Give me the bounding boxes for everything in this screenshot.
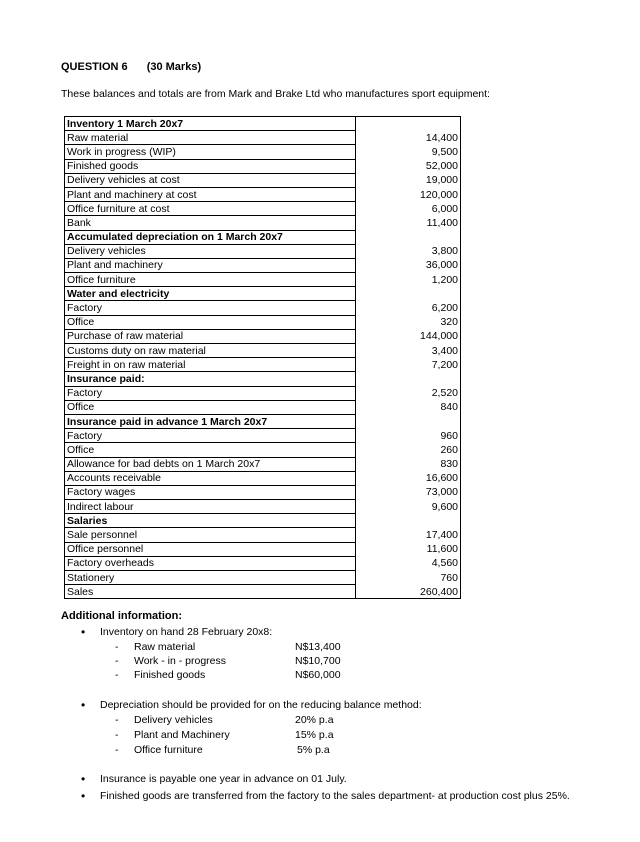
depreciation-intro: • Depreciation should be provided for on the reducing balance method: (100, 699, 422, 712)
question-marks: (30 Marks) (146, 61, 202, 73)
depreciation-rate: 5% p.a (297, 744, 330, 756)
row-label: Office (65, 315, 356, 329)
table-row (65, 329, 461, 343)
inventory-value: N$60,000 (295, 669, 341, 681)
row-value: 960 (356, 429, 461, 443)
row-label: Water and electricity (65, 287, 356, 301)
row-value: 830 (356, 457, 461, 471)
row-label: Office (65, 400, 356, 414)
row-label: Insurance paid in advance 1 March 20x7 (65, 414, 356, 428)
depreciation-rate: 20% p.a (295, 714, 334, 726)
table-section-header (65, 372, 461, 386)
row-label: Sales (65, 585, 356, 599)
row-value: 840 (356, 400, 461, 414)
row-value (356, 372, 461, 386)
inventory-intro: • Inventory on hand 28 February 20x8: (100, 626, 272, 639)
question-heading (61, 61, 201, 73)
table-row (65, 145, 461, 159)
table-section-header (65, 287, 461, 301)
table-row (65, 386, 461, 400)
table-row (65, 301, 461, 315)
table-row (65, 131, 461, 145)
row-label: Plant and machinery at cost (65, 187, 356, 201)
table-section-header (65, 117, 461, 131)
row-value: 2,520 (356, 386, 461, 400)
row-label: Salaries (65, 514, 356, 528)
row-value (356, 117, 461, 131)
table-row (65, 315, 461, 329)
insurance-note: • Insurance is payable one year in advance on 01 July. (100, 773, 347, 786)
row-label: Office personnel (65, 542, 356, 556)
row-value (356, 287, 461, 301)
row-label: Bank (65, 216, 356, 230)
row-label: Office furniture at cost (65, 202, 356, 216)
inventory-value: N$10,700 (295, 655, 341, 667)
row-label: Plant and machinery (65, 258, 356, 272)
row-label: Work in progress (WIP) (65, 145, 356, 159)
row-value: 52,000 (356, 159, 461, 173)
table-row (65, 273, 461, 287)
row-value: 260 (356, 443, 461, 457)
table-row (65, 571, 461, 585)
row-value (356, 414, 461, 428)
row-value: 260,400 (356, 585, 461, 599)
row-label: Accounts receivable (65, 471, 356, 485)
row-label: Factory (65, 386, 356, 400)
table-row (65, 187, 461, 201)
row-value: 9,500 (356, 145, 461, 159)
table-row (65, 528, 461, 542)
row-label: Inventory 1 March 20x7 (65, 117, 356, 131)
inventory-value: N$13,400 (295, 641, 341, 653)
table-row (65, 202, 461, 216)
row-value: 1,200 (356, 273, 461, 287)
table-row (65, 500, 461, 514)
intro-text: These balances and totals are from Mark and Brake Ltd who manufactures sport equipment: (61, 88, 490, 100)
table-row (65, 485, 461, 499)
row-label: Stationery (65, 571, 356, 585)
row-label: Factory (65, 429, 356, 443)
additional-info-title: Additional information: (61, 610, 182, 622)
row-label: Finished goods (65, 159, 356, 173)
row-value: 6,000 (356, 202, 461, 216)
row-value: 17,400 (356, 528, 461, 542)
row-label: Customs duty on raw material (65, 344, 356, 358)
row-label: Raw material (65, 131, 356, 145)
row-value: 760 (356, 571, 461, 585)
row-label: Insurance paid: (65, 372, 356, 386)
row-value: 11,600 (356, 542, 461, 556)
row-label: Sale personnel (65, 528, 356, 542)
table-row (65, 457, 461, 471)
row-value: 11,400 (356, 216, 461, 230)
table-row (65, 542, 461, 556)
row-value: 120,000 (356, 187, 461, 201)
balances-table (64, 116, 461, 599)
row-label: Delivery vehicles (65, 244, 356, 258)
table-row (65, 400, 461, 414)
table-row (65, 585, 461, 599)
row-value: 4,560 (356, 556, 461, 570)
table-row (65, 173, 461, 187)
row-label: Purchase of raw material (65, 329, 356, 343)
row-label: Factory wages (65, 485, 356, 499)
row-value: 6,200 (356, 301, 461, 315)
row-label: Office (65, 443, 356, 457)
table-section-header (65, 414, 461, 428)
row-label: Accumulated depreciation on 1 March 20x7 (65, 230, 356, 244)
row-label: Factory overheads (65, 556, 356, 570)
table-section-header (65, 514, 461, 528)
row-label: Office furniture (65, 273, 356, 287)
row-label: Freight in on raw material (65, 358, 356, 372)
table-row (65, 471, 461, 485)
depreciation-rate: 15% p.a (295, 729, 334, 741)
row-value: 16,600 (356, 471, 461, 485)
row-value: 19,000 (356, 173, 461, 187)
row-value (356, 514, 461, 528)
finished-goods-note: • Finished goods are transferred from the factory to the sales department- at production cost plus 25%. (100, 790, 590, 803)
question-number: QUESTION 6 (61, 61, 128, 73)
table-row (65, 443, 461, 457)
table-row (65, 159, 461, 173)
row-value: 73,000 (356, 485, 461, 499)
row-value: 36,000 (356, 258, 461, 272)
row-value: 9,600 (356, 500, 461, 514)
row-label: Delivery vehicles at cost (65, 173, 356, 187)
row-label: Allowance for bad debts on 1 March 20x7 (65, 457, 356, 471)
table-row (65, 556, 461, 570)
table-row (65, 258, 461, 272)
table-section-header (65, 230, 461, 244)
table-row (65, 216, 461, 230)
row-label: Factory (65, 301, 356, 315)
table-row (65, 244, 461, 258)
row-value: 7,200 (356, 358, 461, 372)
row-value: 3,800 (356, 244, 461, 258)
row-value: 320 (356, 315, 461, 329)
row-value: 3,400 (356, 344, 461, 358)
row-value: 144,000 (356, 329, 461, 343)
table-row (65, 429, 461, 443)
row-label: Indirect labour (65, 500, 356, 514)
row-value: 14,400 (356, 131, 461, 145)
table-row (65, 344, 461, 358)
table-row (65, 358, 461, 372)
row-value (356, 230, 461, 244)
